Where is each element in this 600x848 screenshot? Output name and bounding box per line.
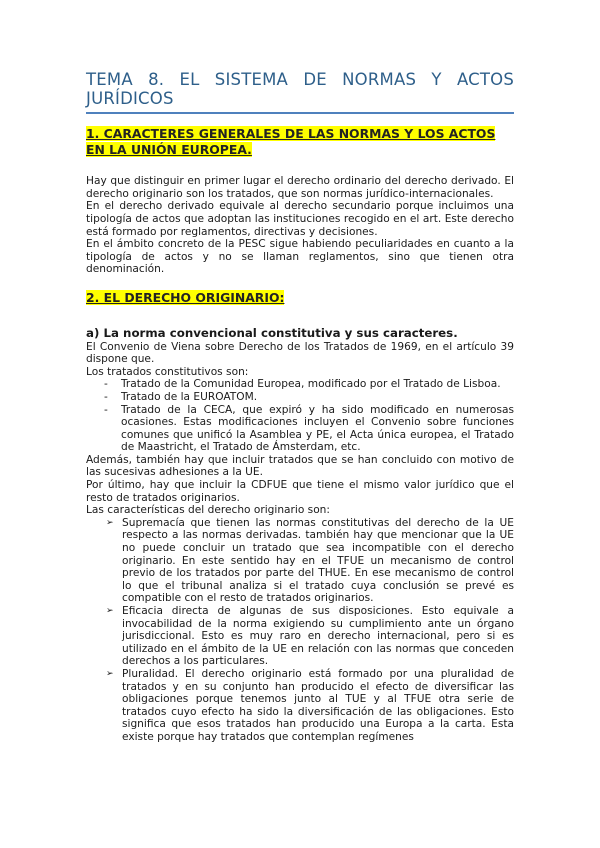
paragraph: Por último, hay que incluir la CDFUE que tiene el mismo valor jurídico que el resto de tratados originarios. [86,479,514,504]
list-item-text: Supremacía que tienen las normas constitutivas del derecho de la UE respecto a las normas derivadas. también hay que mencionar que la UE no puede concluir un tratado que sea incompatible con el derecho originario. En este sentido hay en el TFUE un mecanismo de control previo de los tratados por parte del THUE. En ese mecanismo de control lo que el tribunal analiza si el tratado cuya conclusión se prevé es compatible con el resto de tratados originarios. [122,516,514,605]
list-item-text: Pluralidad. El derecho originario está formado por una pluralidad de tratados y en su conjunto han producido el efecto de diversificar las obligaciones porque tenemos junto al TUE y al TFUE otra serie de tratados cuyo efecto ha sido la diversificación de las obligaciones. Esto significa que esos tratados han producido una Europa a la carta. Esta existe porque hay tratados que contemplan regímenes [122,667,514,743]
paragraph: En el derecho derivado equivale al derecho secundario porque incluimos una tipología de actos que adoptan las instituciones recogido en el art. Este derecho está formado por reglamentos, directivas y decisiones. [86,200,514,238]
list-item [86,404,514,454]
paragraph: Las características del derecho originario son: [86,504,330,517]
list-item-text: Eficacia directa de algunas de sus disposiciones. Esto equivale a invocabilidad de la norma exigiendo su cumplimiento ante un órgano jurisdiccional. Esto es muy raro en derecho internacional, pero si es utilizado en el ámbito de la UE en relación con las normas que conceden derechos a los particulares. [122,605,514,668]
characteristics-list [86,517,514,744]
document-body [86,126,514,744]
arrow-bullet-icon: ➢ [106,517,114,528]
paragraph: Además, también hay que incluir tratados que se han concluido con motivo de las sucesivas adhesiones a la UE. [86,453,514,479]
treaties-list [86,378,514,454]
page-title: TEMA 8. EL SISTEMA DE NORMAS Y ACTOS JURÍDICOS [86,70,514,108]
section-1-heading: 1. CARACTERES GENERALES DE LAS NORMAS Y LOS ACTOS EN LA UNIÓN EUROPEA. [86,126,496,157]
list-item [86,605,514,668]
list-item [86,378,514,391]
list-item [86,517,514,605]
section-1-heading-block [86,126,514,157]
list-item-text: Tratado de la CECA, que expiró y ha sido modificado en numerosas ocasiones. Estas modificaciones incluyen el Convenio sobre funciones comunes que unificó la Asamblea y PE, el Acta única europea, el Tratado de Maastricht, el Tratado de Ámsterdam, etc. [121,403,514,454]
paragraph: Los tratados constitutivos son: [86,365,249,378]
paragraph: Hay que distinguir en primer lugar el derecho ordinario del derecho derivado. El derecho originario son los tratados, que son normas jurídico-internacionales. [86,175,514,200]
dash-bullet-icon: - [104,390,108,403]
dash-bullet-icon: - [104,378,108,391]
section-2-heading-block [86,290,514,306]
dash-bullet-icon: - [104,403,108,416]
arrow-bullet-icon: ➢ [106,668,114,679]
list-item-text: Tratado de la EUROATOM. [121,390,258,403]
list-item [86,391,514,404]
list-item-text: Tratado de la Comunidad Europea, modificado por el Tratado de Lisboa. [121,378,501,391]
list-item [86,668,514,744]
arrow-bullet-icon: ➢ [106,606,114,616]
paragraph: En el ámbito concreto de la PESC sigue habiendo peculiaridades en cuanto a la tipología de actos y no se llaman reglamentos, sino que tienen otra denominación. [86,238,514,276]
subsection-heading: a) La norma convencional constitutiva y sus caracteres. [86,325,458,340]
section-2-heading: 2. EL DERECHO ORIGINARIO: [86,289,285,305]
paragraph: El Convenio de Viena sobre Derecho de los Tratados de 1969, en el artículo 39 dispone que. [86,340,514,366]
title-underline-rule [86,112,514,114]
